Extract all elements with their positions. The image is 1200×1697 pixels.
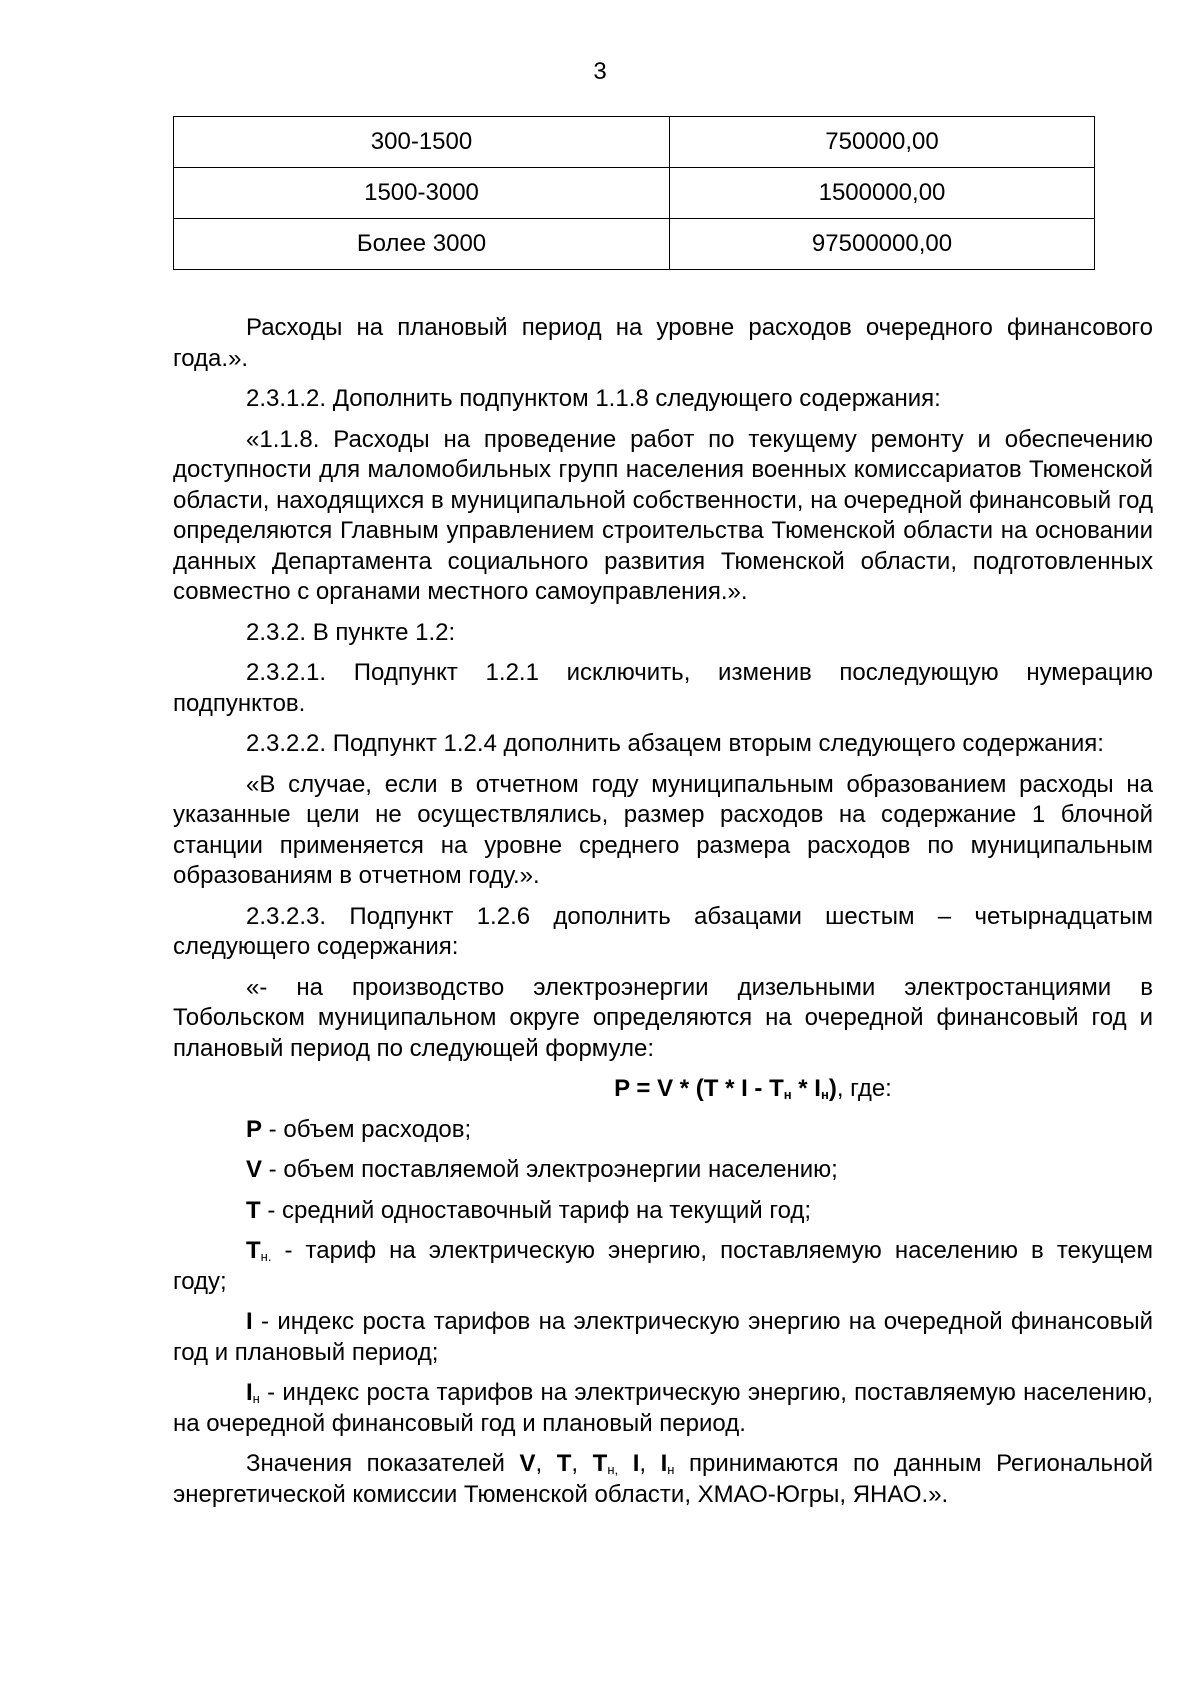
table-cell-range: 300-1500 <box>174 117 670 168</box>
formula-tail: , где: <box>836 1075 892 1102</box>
paragraph: Расходы на плановый период на уровне расходов очередного финансового года.». <box>173 314 1153 372</box>
formula <box>173 1074 1153 1105</box>
formula-expression: $P = V * (T * I - T_н * I_н)$ <box>614 1075 837 1102</box>
definition-tn: $T_{н.}$ - тариф на электрическую энергию, поставляемую населению в текущем году; <box>173 1237 1153 1295</box>
paragraph: «В случае, если в отчетном году муниципальным образованием расходы на указанные цели не осуществлялись, размер расходов на содержание 1 блочной станции применяется на уровне среднего размера расходов по муниципальным образованиям в отчетном году.». <box>173 770 1153 889</box>
table-row <box>174 168 1095 219</box>
table-cell-amount: 97500000,00 <box>670 219 1095 270</box>
document-body <box>173 313 1153 1520</box>
definition-p: P - объем расходов; <box>246 1115 472 1143</box>
paragraph: «- на производство электроэнергии дизельными электростанциями в Тобольском муниципальном округе определяются на очередной финансовый год и плановый период по следующей формуле: <box>173 973 1153 1062</box>
paragraph: 2.3.2.1. Подпункт 1.2.1 исключить, изменив последующую нумерацию подпунктов. <box>173 659 1153 717</box>
table-row <box>174 117 1095 168</box>
definition-t: T - средний одноставочный тариф на текущий год; <box>246 1196 812 1224</box>
table-cell-amount: 1500000,00 <box>670 168 1095 219</box>
paragraph-final: Значения показателей V, T, $T_{н,}$ I, $I_н$ принимаются по данным Региональной энергетической комиссии Тюменской области, ХМАО-Югры, ЯНАО.». <box>173 1450 1154 1508</box>
table-row <box>174 219 1095 270</box>
table-cell-amount: 750000,00 <box>670 117 1095 168</box>
paragraph: 2.3.1.2. Дополнить подпунктом 1.1.8 следующего содержания: <box>246 385 941 412</box>
table-cell-range: 1500-3000 <box>174 168 670 219</box>
definition-v: V - объем поставляемой электроэнергии населению; <box>246 1156 838 1183</box>
paragraph: 2.3.2. В пункте 1.2: <box>246 618 456 646</box>
definition-in: $I_н$ - индекс роста тарифов на электрическую энергию, поставляемую населению, на очередной финансовый год и плановый период. <box>173 1379 1153 1437</box>
table-cell-range: Более 3000 <box>174 219 670 270</box>
paragraph: 2.3.2.2. Подпункт 1.2.4 дополнить абзацем вторым следующего содержания: <box>246 730 1104 757</box>
paragraph: «1.1.8. Расходы на проведение работ по текущему ремонту и обеспечению доступности для маломобильных групп населения военных комиссариатов Тюменской области, находящихся в муниципальной собственности, на очередной финансовый год определяются Главным управлением строительства Тюменской области на основании данных Департамента социального развития Тюменской области, подготовленных совместно с органами местного самоуправления.». <box>173 425 1153 605</box>
expense-amount-table <box>173 116 1095 270</box>
page-number: 3 <box>593 58 607 85</box>
definition-i: I - индекс роста тарифов на электрическую энергию на очередной финансовый год и плановый период; <box>173 1308 1153 1366</box>
paragraph: 2.3.2.3. Подпункт 1.2.6 дополнить абзацами шестым – четырнадцатым следующего содержания: <box>173 902 1153 960</box>
